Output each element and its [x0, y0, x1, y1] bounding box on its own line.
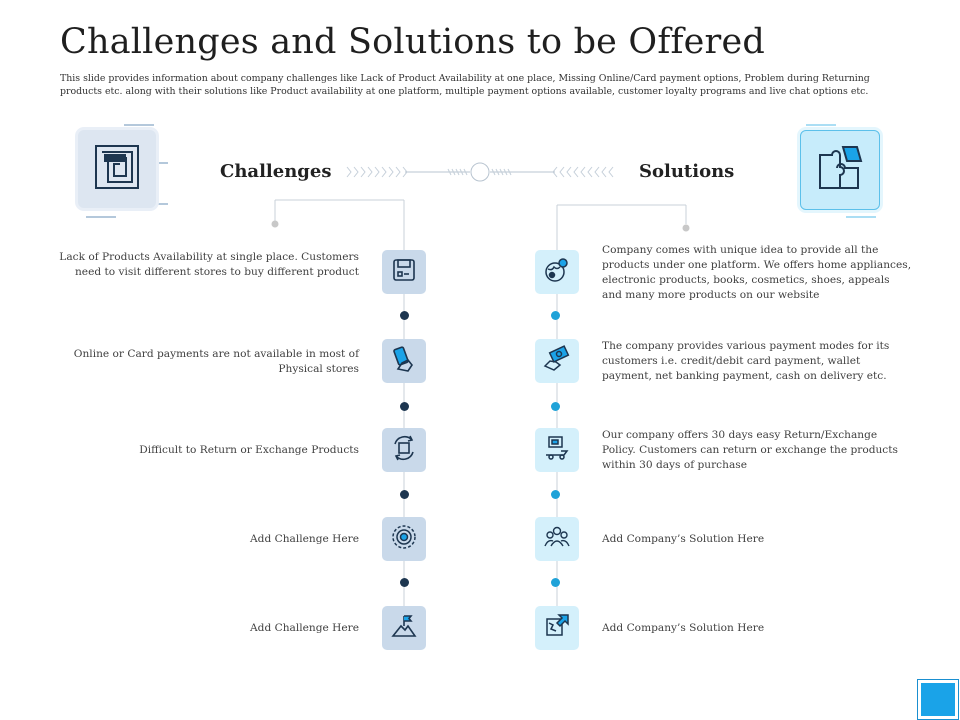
- target-icon: [389, 522, 419, 556]
- challenge-text-1: Lack of Products Availability at single place. Customers need to visit different stores to buy different product: [59, 251, 359, 278]
- solution-dot-1: [551, 311, 560, 320]
- solutions-heading: Solutions: [639, 161, 735, 182]
- solution-tile-4: [535, 517, 579, 561]
- challenges-heading: Challenges: [220, 161, 332, 182]
- challenge-tile-1: [382, 250, 426, 294]
- solution-tile-3: [535, 428, 579, 472]
- return-box-icon: [389, 433, 419, 467]
- solutions-icon-box: [800, 130, 880, 210]
- challenge-text-2: Online or Card payments are not available in most of Physical stores: [73, 348, 359, 375]
- challenge-dot-2: [400, 402, 409, 411]
- mountain-flag-icon: [390, 612, 418, 644]
- challenge-tile-5: [382, 606, 426, 650]
- solution-text-5: Add Company’s Solution Here: [602, 622, 765, 634]
- challenge-tile-4: [382, 517, 426, 561]
- maze-icon: [93, 143, 141, 195]
- team-icon: [542, 522, 572, 556]
- challenge-text-3: Difficult to Return or Exchange Products: [139, 444, 359, 456]
- puzzle-icon: [815, 143, 865, 197]
- globe-gears-icon: [543, 256, 571, 288]
- card-payment-icon: [390, 345, 418, 377]
- challenge-tile-3: [382, 428, 426, 472]
- page-subtitle: This slide provides information about company challenges like Lack of Product Availability at one place, Missing Online/Card payment options, Problem during Returning products etc. along with their solutions like Product availability at one platform, multiple payment options available, customer loyalty programs and live chat options etc.: [60, 73, 870, 97]
- solution-text-2: The company provides various payment modes for its customers i.e. credit/debit card payment, wallet payment, net banking payment, cash on delivery etc.: [602, 340, 890, 382]
- page-title: Challenges and Solutions to be Offered: [60, 22, 765, 62]
- solution-tile-1: [535, 250, 579, 294]
- cash-hand-icon: [542, 344, 572, 378]
- challenge-dot-3: [400, 490, 409, 499]
- challenge-dot-4: [400, 578, 409, 587]
- map-arrow-icon: [542, 611, 572, 645]
- delivery-truck-icon: [542, 433, 572, 467]
- challenges-icon-box: [78, 130, 156, 208]
- solution-text-4: Add Company’s Solution Here: [602, 533, 765, 545]
- challenge-text-5: Add Challenge Here: [250, 622, 359, 634]
- solution-text-3: Our company offers 30 days easy Return/Exchange Policy. Customers can return or exchange the products within 30 days of purchase: [602, 429, 898, 471]
- challenge-tile-2: [382, 339, 426, 383]
- solution-text-1: Company comes with unique idea to provide all the products under one platform. We offers home appliances, electronic products, books, cosmetics, shoes, appeals and many more products on our website: [602, 244, 912, 301]
- solution-tile-2: [535, 339, 579, 383]
- header-connector: [347, 163, 613, 181]
- solution-dot-4: [551, 578, 560, 587]
- solution-dot-2: [551, 402, 560, 411]
- solution-tile-5: [535, 606, 579, 650]
- floppy-disk-icon: [391, 257, 417, 287]
- challenge-text-4: Add Challenge Here: [250, 533, 359, 545]
- solution-dot-3: [551, 490, 560, 499]
- challenge-dot-1: [400, 311, 409, 320]
- corner-accent: [917, 679, 959, 720]
